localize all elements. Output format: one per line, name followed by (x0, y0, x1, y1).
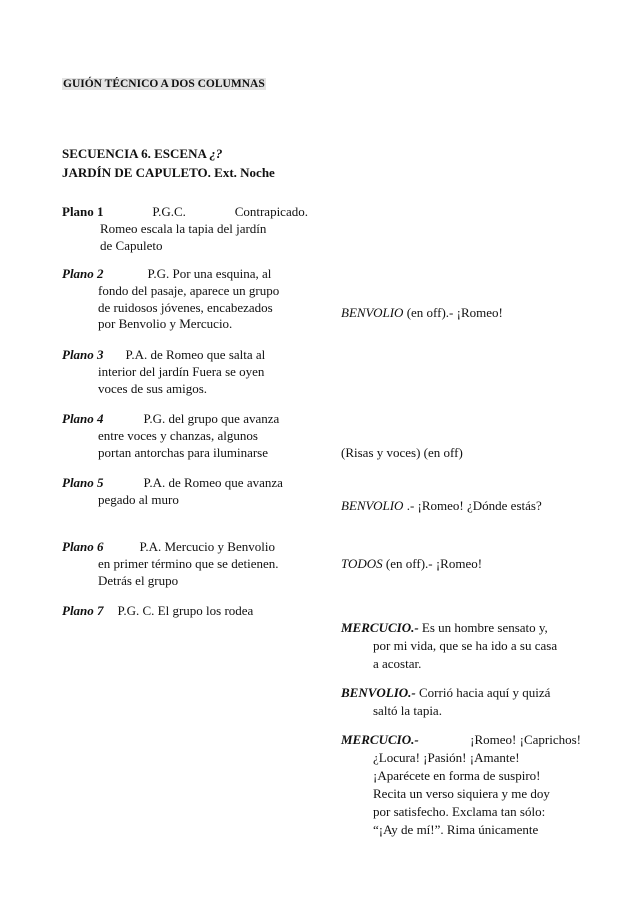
dialogue-text: Recita un verso siquiera y me doy (373, 786, 550, 801)
shot-text: fondo del pasaje, aparece un grupo (98, 282, 280, 298)
shot-text: entre voces y chanzas, algunos (98, 427, 258, 443)
dialogue-text: Corrió hacia aquí y quizá (415, 685, 551, 700)
dialogue-2 (341, 444, 581, 462)
shot-text: P.G.C. (152, 204, 186, 219)
shot-label: Plano 7 (62, 603, 104, 618)
document-header: GUIÓN TÉCNICO A DOS COLUMNAS (63, 78, 265, 90)
shot-label: Plano 2 (62, 266, 104, 281)
dialogue-text: ¡Aparécete en forma de suspiro! (373, 768, 541, 783)
shot-label: Plano 3 (62, 347, 104, 362)
shot-5 (62, 475, 308, 509)
shot-text: P.A. de Romeo que salta al (125, 347, 266, 362)
dialogue-text: a acostar. (373, 656, 422, 671)
shot-text: P.A. de Romeo que avanza (143, 475, 283, 490)
shot-text: pegado al muro (98, 491, 179, 507)
speaker-name: MERCUCIO.- (341, 620, 419, 635)
shot-text: por Benvolio y Mercucio. (98, 316, 233, 332)
dialogue-text: ¿Locura! ¡Pasión! ¡Amante! (373, 750, 520, 765)
shot-text: voces de sus amigos. (98, 380, 208, 396)
dialogue-6 (341, 684, 581, 720)
shot-2 (62, 266, 308, 333)
dialogue-4 (341, 555, 581, 573)
scene-number-marker: ¿? (209, 146, 223, 161)
shot-label: Plano 5 (62, 475, 104, 490)
shot-label: Plano 4 (62, 411, 104, 426)
dialogue-text: “¡Ay de mí!”. Rima únicamente (373, 822, 539, 837)
shot-text: Detrás el grupo (98, 572, 179, 588)
shot-text: de Capuleto (100, 237, 163, 253)
shot-text: portan antorchas para iluminarse (98, 444, 269, 460)
dialogue-7 (341, 731, 581, 839)
shot-label: Plano 6 (62, 539, 104, 554)
shot-1 (62, 204, 308, 254)
shot-label: Plano 1 (62, 204, 104, 219)
dialogue-text: ¡Romeo! ¡Caprichos! (470, 732, 581, 747)
shot-4 (62, 411, 308, 461)
shot-text: P.G. del grupo que avanza (143, 411, 280, 426)
dialogue-text: por mi vida, que se ha ido a su casa (373, 638, 558, 653)
dialogue-text: .- ¡Romeo! ¿Dónde estás? (403, 498, 542, 513)
shot-7 (62, 603, 308, 620)
shot-text: de ruidosos jóvenes, encabezados (98, 299, 273, 315)
sequence-line: SECUENCIA 6. ESCENA (62, 146, 207, 161)
shot-text: P.G. Por una esquina, al (147, 266, 272, 281)
dialogue-text: por satisfecho. Exclama tan sólo: (373, 804, 546, 819)
shot-text: Romeo escala la tapia del jardín (100, 220, 267, 236)
speaker-name: MERCUCIO.- (341, 732, 419, 747)
dialogue-text: (en off).- ¡Romeo! (403, 305, 503, 320)
location-line: JARDÍN DE CAPULETO. Ext. Noche (62, 165, 275, 180)
sequence-heading (62, 144, 275, 182)
dialogue-1 (341, 304, 581, 322)
shot-6 (62, 539, 308, 589)
shot-text: P.G. C. El grupo los rodea (117, 603, 254, 618)
dialogue-text: saltó la tapia. (373, 703, 442, 718)
shot-3 (62, 347, 308, 397)
dialogue-5 (341, 619, 581, 673)
speaker-name: BENVOLIO (341, 498, 404, 513)
shot-text: interior del jardín Fuera se oyen (98, 363, 265, 379)
speaker-name: BENVOLIO.- (341, 685, 416, 700)
dialogue-text: (en off).- ¡Romeo! (382, 556, 483, 571)
shot-text: Contrapicado. (234, 204, 308, 219)
dialogue-text: Es un hombre sensato y, (418, 620, 548, 635)
shot-text: en primer término que se detienen. (98, 555, 279, 571)
shot-text: P.A. Mercucio y Benvolio (139, 539, 275, 554)
dialogue-text: (Risas y voces) (en off) (341, 445, 463, 460)
dialogue-3 (341, 497, 581, 515)
speaker-name: TODOS (341, 556, 383, 571)
speaker-name: BENVOLIO (341, 305, 404, 320)
